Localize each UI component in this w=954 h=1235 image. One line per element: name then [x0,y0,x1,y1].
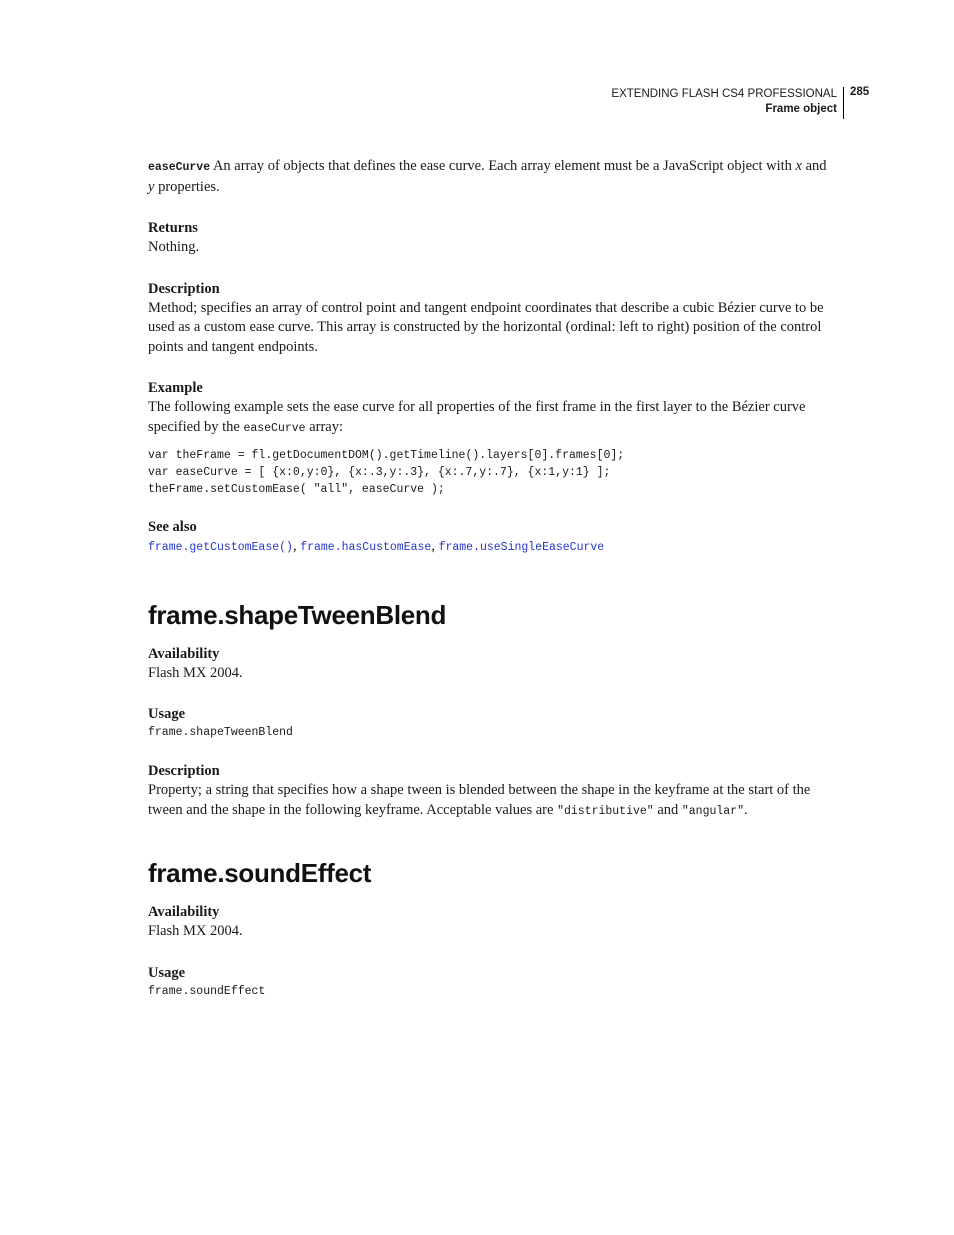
returns-text: Nothing. [148,239,200,255]
usage-heading: Usage [148,964,186,981]
returns-heading: Returns [148,220,198,236]
availability-text: Flash MX 2004. [148,923,243,939]
period: . [744,801,748,818]
page-number: 285 [850,86,870,98]
example-code-block [148,447,842,498]
code-line: theFrame.setCustomEase( "all", easeCurve ); [148,483,445,496]
description-heading: Description [148,280,220,297]
code-line: var easeCurve = [ {x:0,y:0}, {x:.3,y:.3}, {x:.7,y:.7}, {x:1,y:1} ]; [148,466,611,479]
availability-text: Flash MX 2004. [148,664,243,681]
description-text [148,781,842,821]
availability-heading: Availability [148,904,220,920]
see-also-links [148,537,842,558]
example-inline-code: easeCurve [243,421,306,435]
usage-code: frame.shapeTweenBlend [148,726,293,739]
availability-heading: Availability [148,645,220,662]
page-content [148,157,842,1000]
value-distributive: "distributive" [557,804,654,818]
description-part1: Property; a string that specifies how a shape tween is blended between the shape in the keyframe at the start of the tween and the shape in the following keyframe. Acceptable values are [148,782,811,818]
value-angular: "angular" [681,804,744,818]
example-text-part2: array: [305,418,343,435]
book-title: EXTENDING FLASH CS4 PROFESSIONAL [611,88,837,100]
param-y: y [148,178,155,195]
param-name: easeCurve [148,161,211,174]
description-text: Method; specifies an array of control point and tangent endpoint coordinates that describe a cubic Bézier curve to be used as a custom ease curve. This array is constructed by the horizontal (ordinal: left to right) position of the control points and tangent endpoints. [148,299,824,355]
usage-heading: Usage [148,706,186,722]
section-title-soundeffect: frame.soundEffect [148,858,372,888]
section-title-shapetweenblend: frame.shapeTweenBlend [148,599,447,630]
link-get-custom-ease[interactable]: frame.getCustomEase() [148,541,293,554]
section-title: Frame object [765,103,837,115]
param-x: x [795,158,802,174]
running-header [611,87,844,119]
link-use-single-ease-curve[interactable]: frame.useSingleEaseCurve [438,541,605,554]
description-heading: Description [148,763,220,779]
link-separator: , [292,538,301,554]
param-desc-part2: properties. [154,178,220,195]
link-separator: , [431,538,439,554]
param-desc-part1: An array of objects that defines the ease curve. Each array element must be a JavaScript object with [210,158,796,174]
link-has-custom-ease[interactable]: frame.hasCustomEase [300,541,432,554]
and-text: and [653,801,682,818]
see-also-heading: See also [148,519,197,535]
example-text-part1: The following example sets the ease curve for all properties of the first frame in the first layer to the Bézier curve specified by the [148,399,806,435]
param-and: and [801,158,827,174]
usage-code: frame.soundEffect [148,984,266,998]
example-text [148,398,842,438]
header-text-block [611,87,844,119]
code-line: var theFrame = fl.getDocumentDOM().getTimeline().layers[0].frames[0]; [148,449,625,462]
param-easecurve [148,157,842,197]
example-heading: Example [148,380,203,396]
